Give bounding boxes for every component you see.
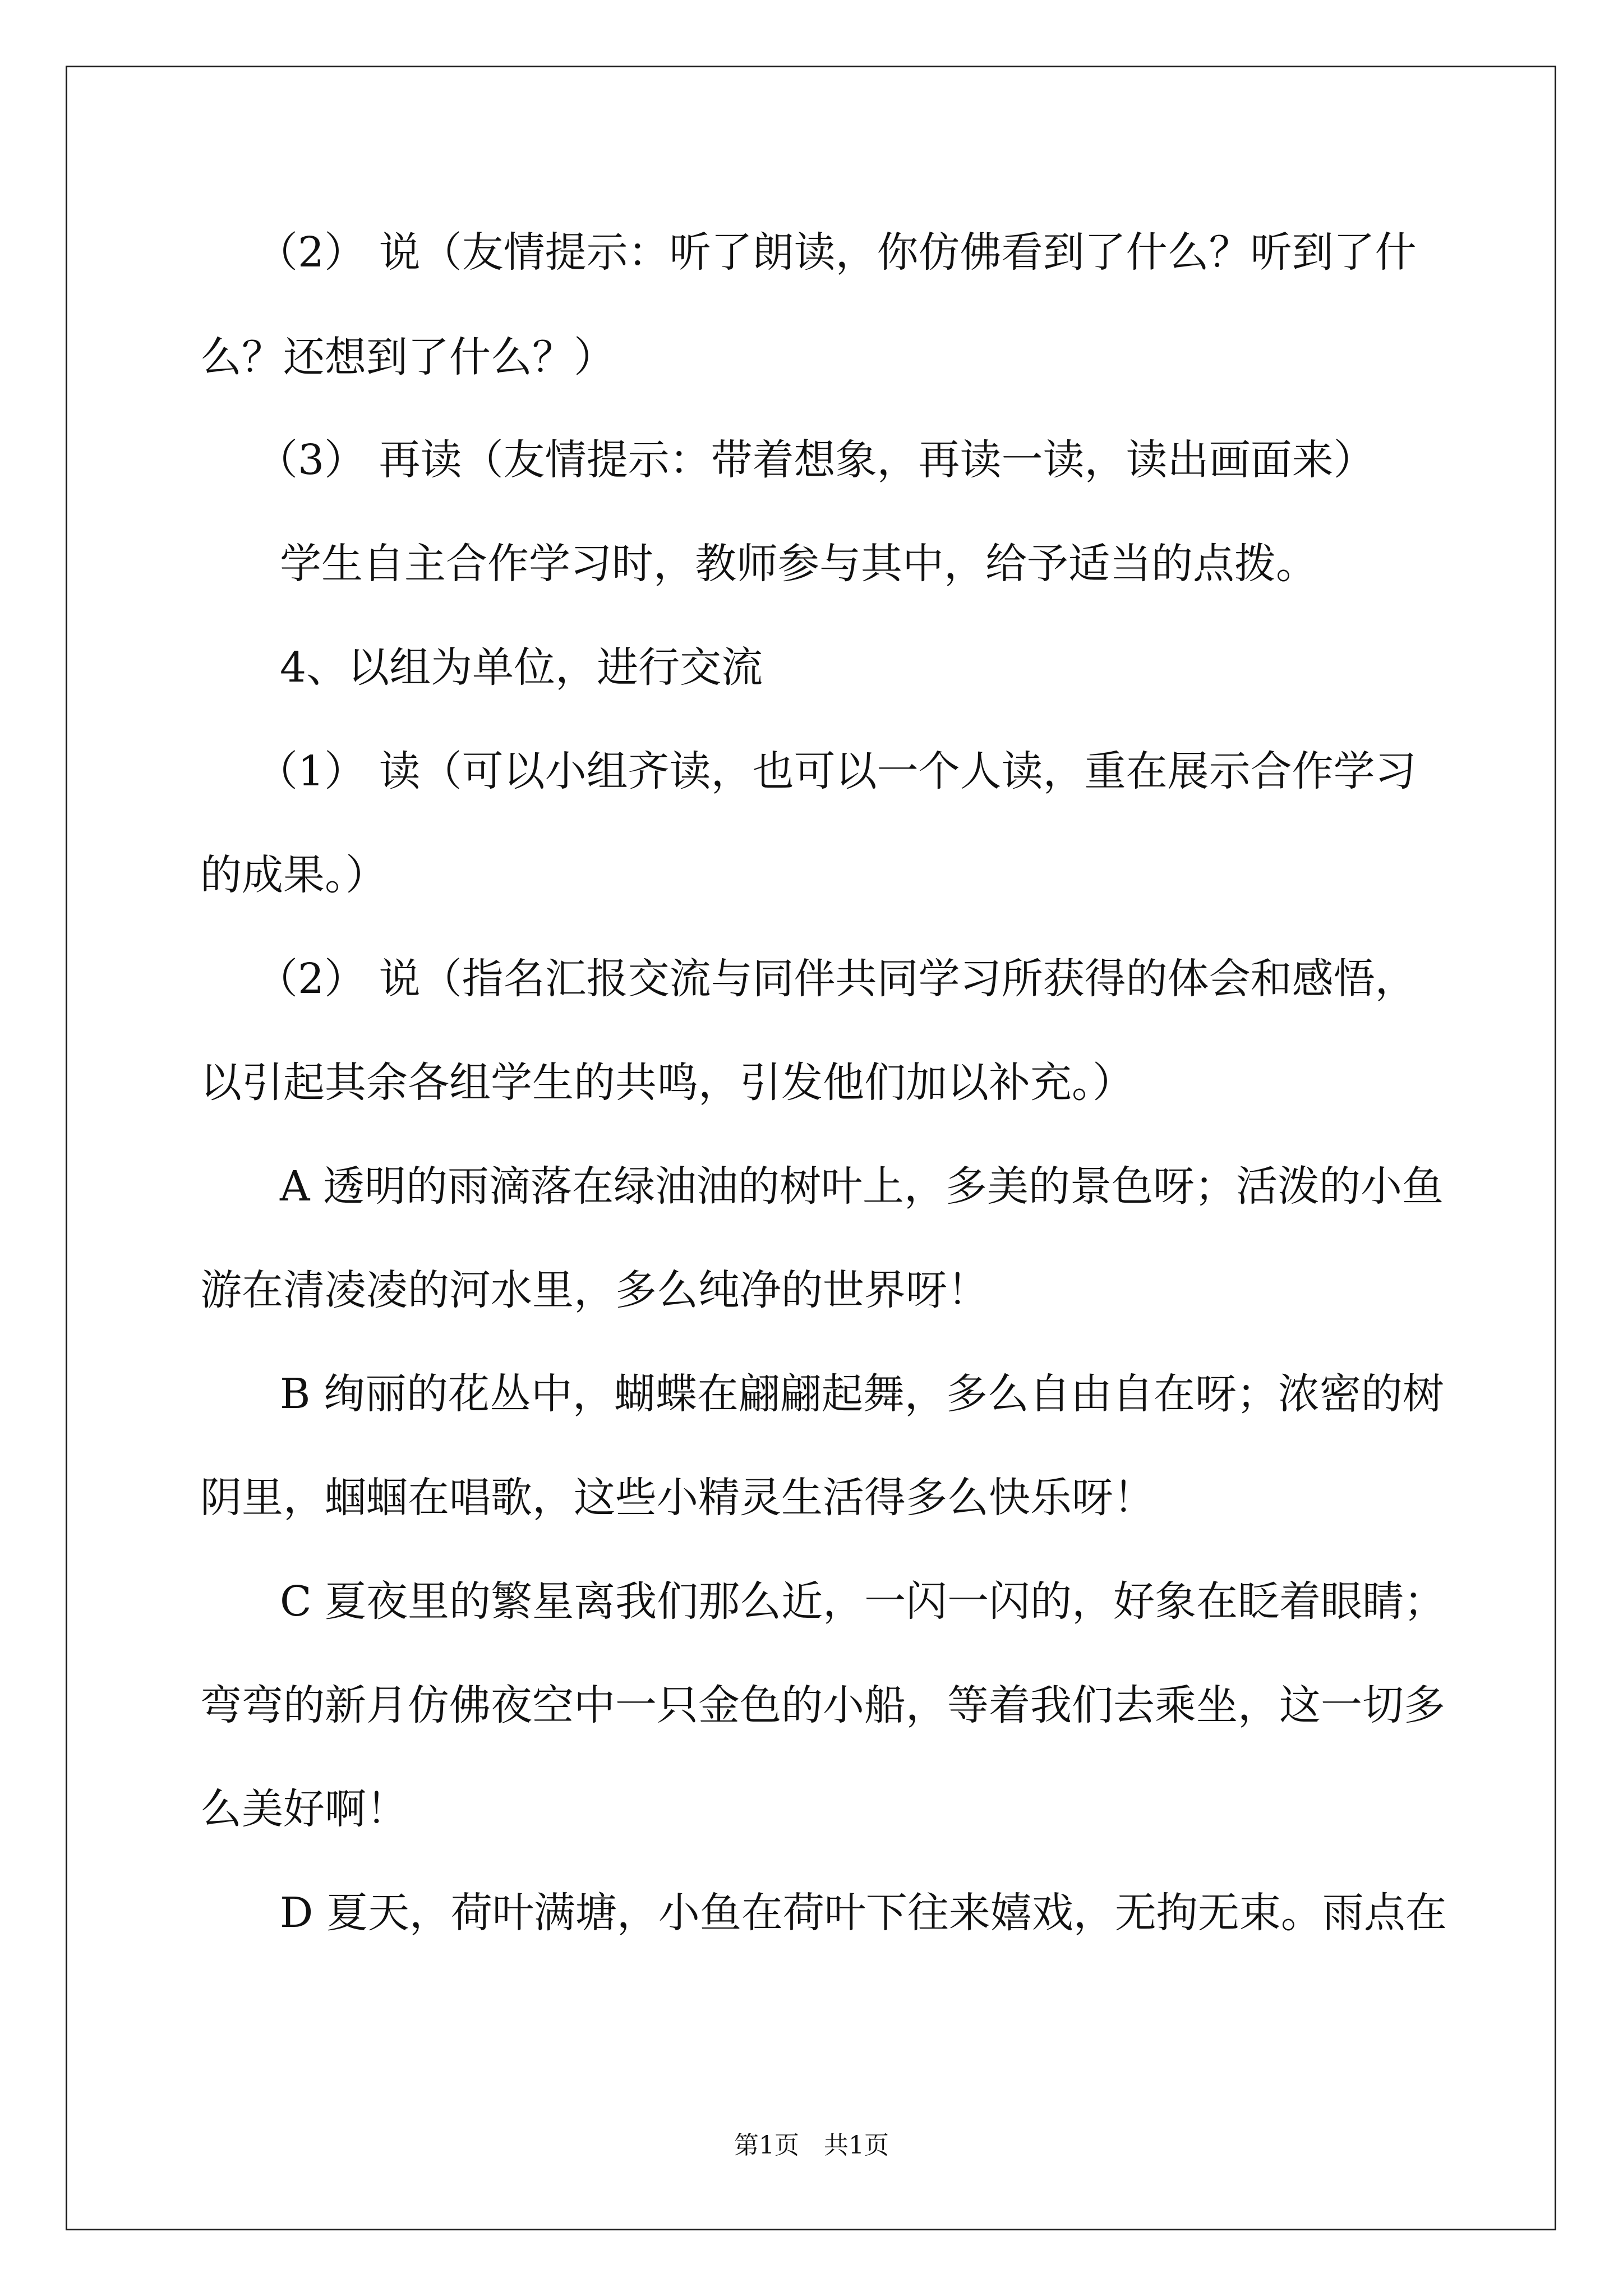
text-line-11: 游在清凌凌的河水里，多么纯净的世界呀！ xyxy=(200,1266,989,1314)
text-line-5: 4、以组为单位，进行交流 xyxy=(280,643,763,692)
page-footer: 第1页 共1页 xyxy=(734,2131,889,2160)
text-line-7: 的成果。） xyxy=(200,851,387,899)
text-line-17: D 夏天，荷叶满塘，小鱼在荷叶下往来嬉戏，无拘无束。雨点在 xyxy=(280,1889,1447,1937)
text-line-4: 学生自主合作学习时，教师参与其中，给予适当的点拨。 xyxy=(280,540,1317,588)
text-line-8: （2） 说（指名汇报交流与同伴共同学习所获得的体会和感悟， xyxy=(256,955,1417,1003)
text-line-9: 以引起其余各组学生的共鸣，引发他们加以补充。） xyxy=(200,1059,1134,1107)
text-line-13: 阴里，蝈蝈在唱歌，这些小精灵生活得多么快乐呀！ xyxy=(200,1474,1155,1522)
text-line-14: C 夏夜里的繁星离我们那么近，一闪一闪的，好象在眨着眼睛； xyxy=(280,1577,1446,1626)
text-line-10: A 透明的雨滴落在绿油油的树叶上，多美的景色呀；活泼的小鱼 xyxy=(280,1162,1444,1211)
text-line-12: B 绚丽的花丛中，蝴蝶在翩翩起舞，多么自由自在呀；浓密的树 xyxy=(280,1370,1444,1418)
text-line-3: （3） 再读（友情提示：带着想象，再读一读，读出画面来） xyxy=(256,436,1375,484)
text-line-16: 么美好啊！ xyxy=(200,1785,408,1833)
text-line-1: （2） 说（友情提示：听了朗读，你仿佛看到了什么？听到了什 xyxy=(256,228,1417,277)
text-line-6: （1） 读（可以小组齐读，也可以一个人读，重在展示合作学习 xyxy=(256,747,1417,795)
text-line-15: 弯弯的新月仿佛夜空中一只金色的小船，等着我们去乘坐，这一切多 xyxy=(200,1681,1445,1729)
text-line-2: 么？还想到了什么？） xyxy=(200,333,615,381)
